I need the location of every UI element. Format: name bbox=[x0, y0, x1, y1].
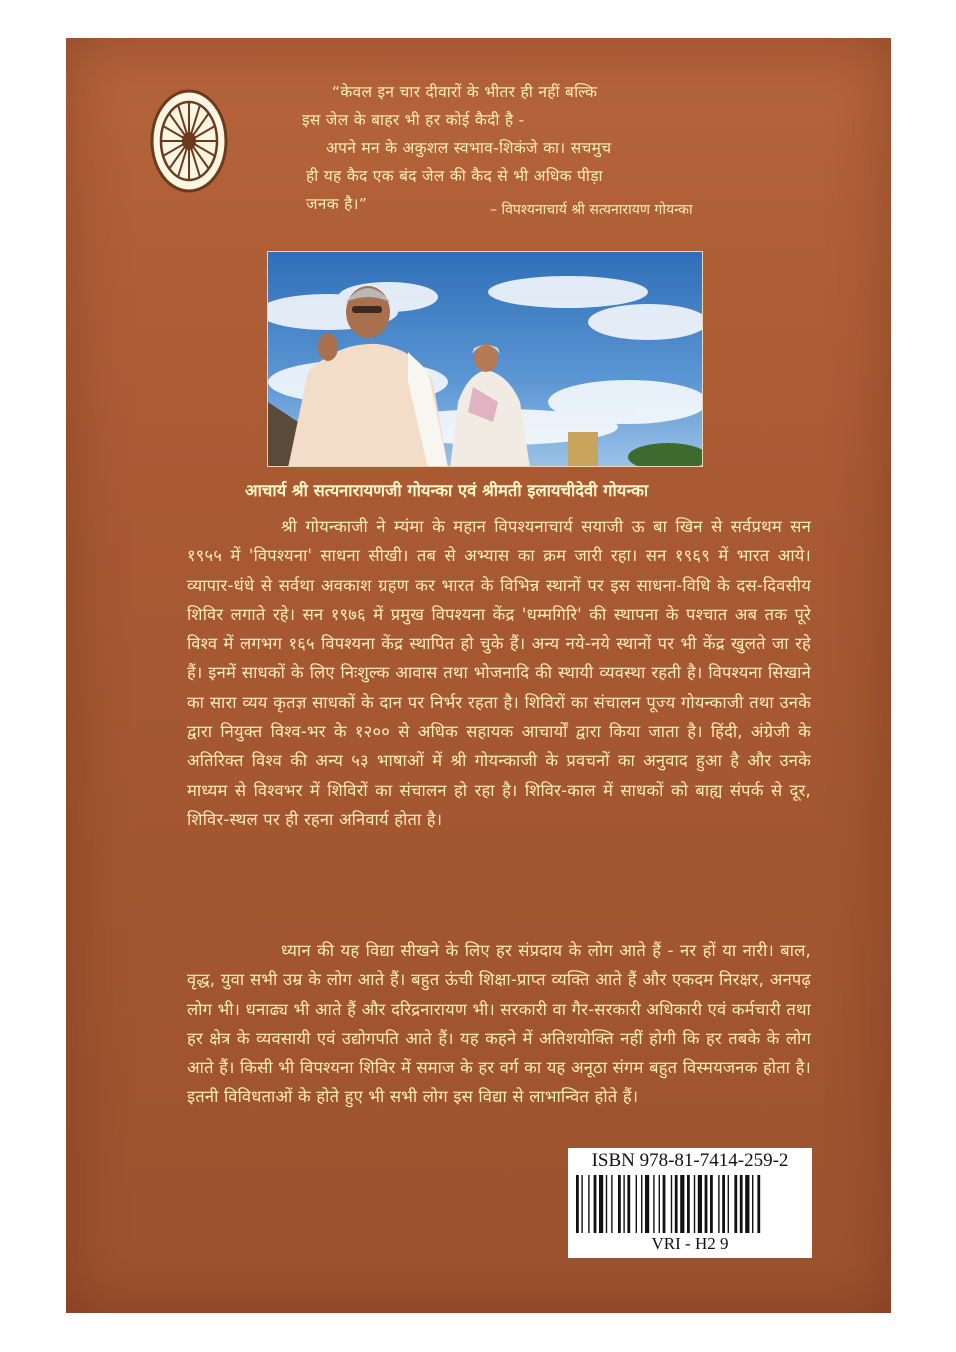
quote-line: जनक है।” bbox=[306, 195, 368, 213]
barcode-bars bbox=[576, 1175, 804, 1233]
quote-line: इस जेल के बाहर भी हर कोई कैदी है - bbox=[302, 111, 525, 129]
body-paragraph-2: ध्यान की यह विद्या सीखने के लिए हर संप्रदाय के लोग आते हैं - नर हों या नारी। बाल, वृद्ध, युवा सभी उम्र के लोग आते हैं। बहुत ऊंची शिक्षा-प्राप्त व्यक्ति आते हैं और एकदम निरक्षर, अनपढ़ लोग भी। धनाढ्य भी आते हैं और दरिद्रनारायण भी। सरकारी वा गैर-सरकारी अधिकारी एवं कर्मचारी तथा हर क्षेत्र के व्यवसायी एवं उद्योगपति आते हैं। यह कहने में अतिशयोक्ति नहीं होगी कि हर तबके के लोग आते हैं। किसी भी विपश्यना शिविर में समाज के हर वर्ग का यह अनूठा संगम बहुत विस्मयजनक होता है। इतनी विविधताओं के होते हुए भी सभी लोग इस विद्या से लाभान्वित होते हैं। bbox=[187, 941, 811, 1107]
photo-caption: आचार्य श्री सत्यनारायणजी गोयन्का एवं श्रीमती इलायचीदेवी गोयन्का bbox=[245, 481, 649, 500]
book-code: VRI - H2 9 bbox=[651, 1234, 729, 1253]
dhamma-wheel-icon bbox=[148, 86, 230, 196]
quote-line: ही यह कैद एक बंद जेल की कैद से भी अधिक पीड़ा bbox=[306, 167, 603, 185]
quote-line: “केवल इन चार दीवारों के भीतर ही नहीं बल्कि bbox=[332, 83, 598, 101]
isbn-number: ISBN 978-81-7414-259-2 bbox=[591, 1150, 789, 1171]
body-paragraph-1: श्री गोयन्काजी ने म्यंमा के महान विपश्यनाचार्य सयाजी ऊ बा खिन से सर्वप्रथम सन १९५५ में 'विपश्यना' साधना सीखी। तब से अभ्यास का क्रम जारी रहा। सन १९६९ में भारत आये। व्यापार-धंधे से सर्वथा अवकाश ग्रहण कर भारत के विभिन्न स्थानों पर इस साधना-विधि के दस-दिवसीय शिविर लगाते रहे। सन १९७६ में प्रमुख विपश्यना केंद्र 'धम्मगिरि' की स्थापना के पश्चात अब तक पूरे विश्व में लगभग १६५ विपश्यना केंद्र स्थापित हो चुके हैं। अन्य नये-नये स्थानों पर भी केंद्र खुलते जा रहे हैं। इनमें साधकों के लिए निःशुल्क आवास तथा भोजनादि की स्थायी व्यवस्था रहती है। विपश्यना सिखाने का सारा व्यय कृतज्ञ साधकों के दान पर निर्भर रहता है। शिविरों का संचालन पूज्य गोयन्काजी तथा उनके द्वारा नियुक्त विश्व-भर के १२०० से अधिक सहायक आचार्यों द्वारा किया जाता है। हिंदी, अंग्रेजी के अतिरिक्त विश्व की अन्य ५३ भाषाओं में श्री गोयन्काजी के प्रवचनों का अनुवाद हुआ है और उनके माध्यम से विश्वभर में शिविरों का संचालन हो रहा है। शिविर-काल में साधकों को बाह्य संपर्क से दूर, शिविर-स्थल पर ही रहना अनिवार्य होता है। bbox=[187, 517, 811, 829]
photo-illustration bbox=[268, 252, 703, 467]
quote-attribution: – विपश्यनाचार्य श्री सत्यनारायण गोयन्का bbox=[490, 202, 693, 218]
isbn-barcode bbox=[568, 1148, 812, 1258]
photo-goenka-couple bbox=[267, 251, 703, 467]
quote-line: अपने मन के अकुशल स्वभाव-शिकंजे का। सचमुच bbox=[326, 139, 612, 157]
quote-block bbox=[262, 78, 690, 218]
